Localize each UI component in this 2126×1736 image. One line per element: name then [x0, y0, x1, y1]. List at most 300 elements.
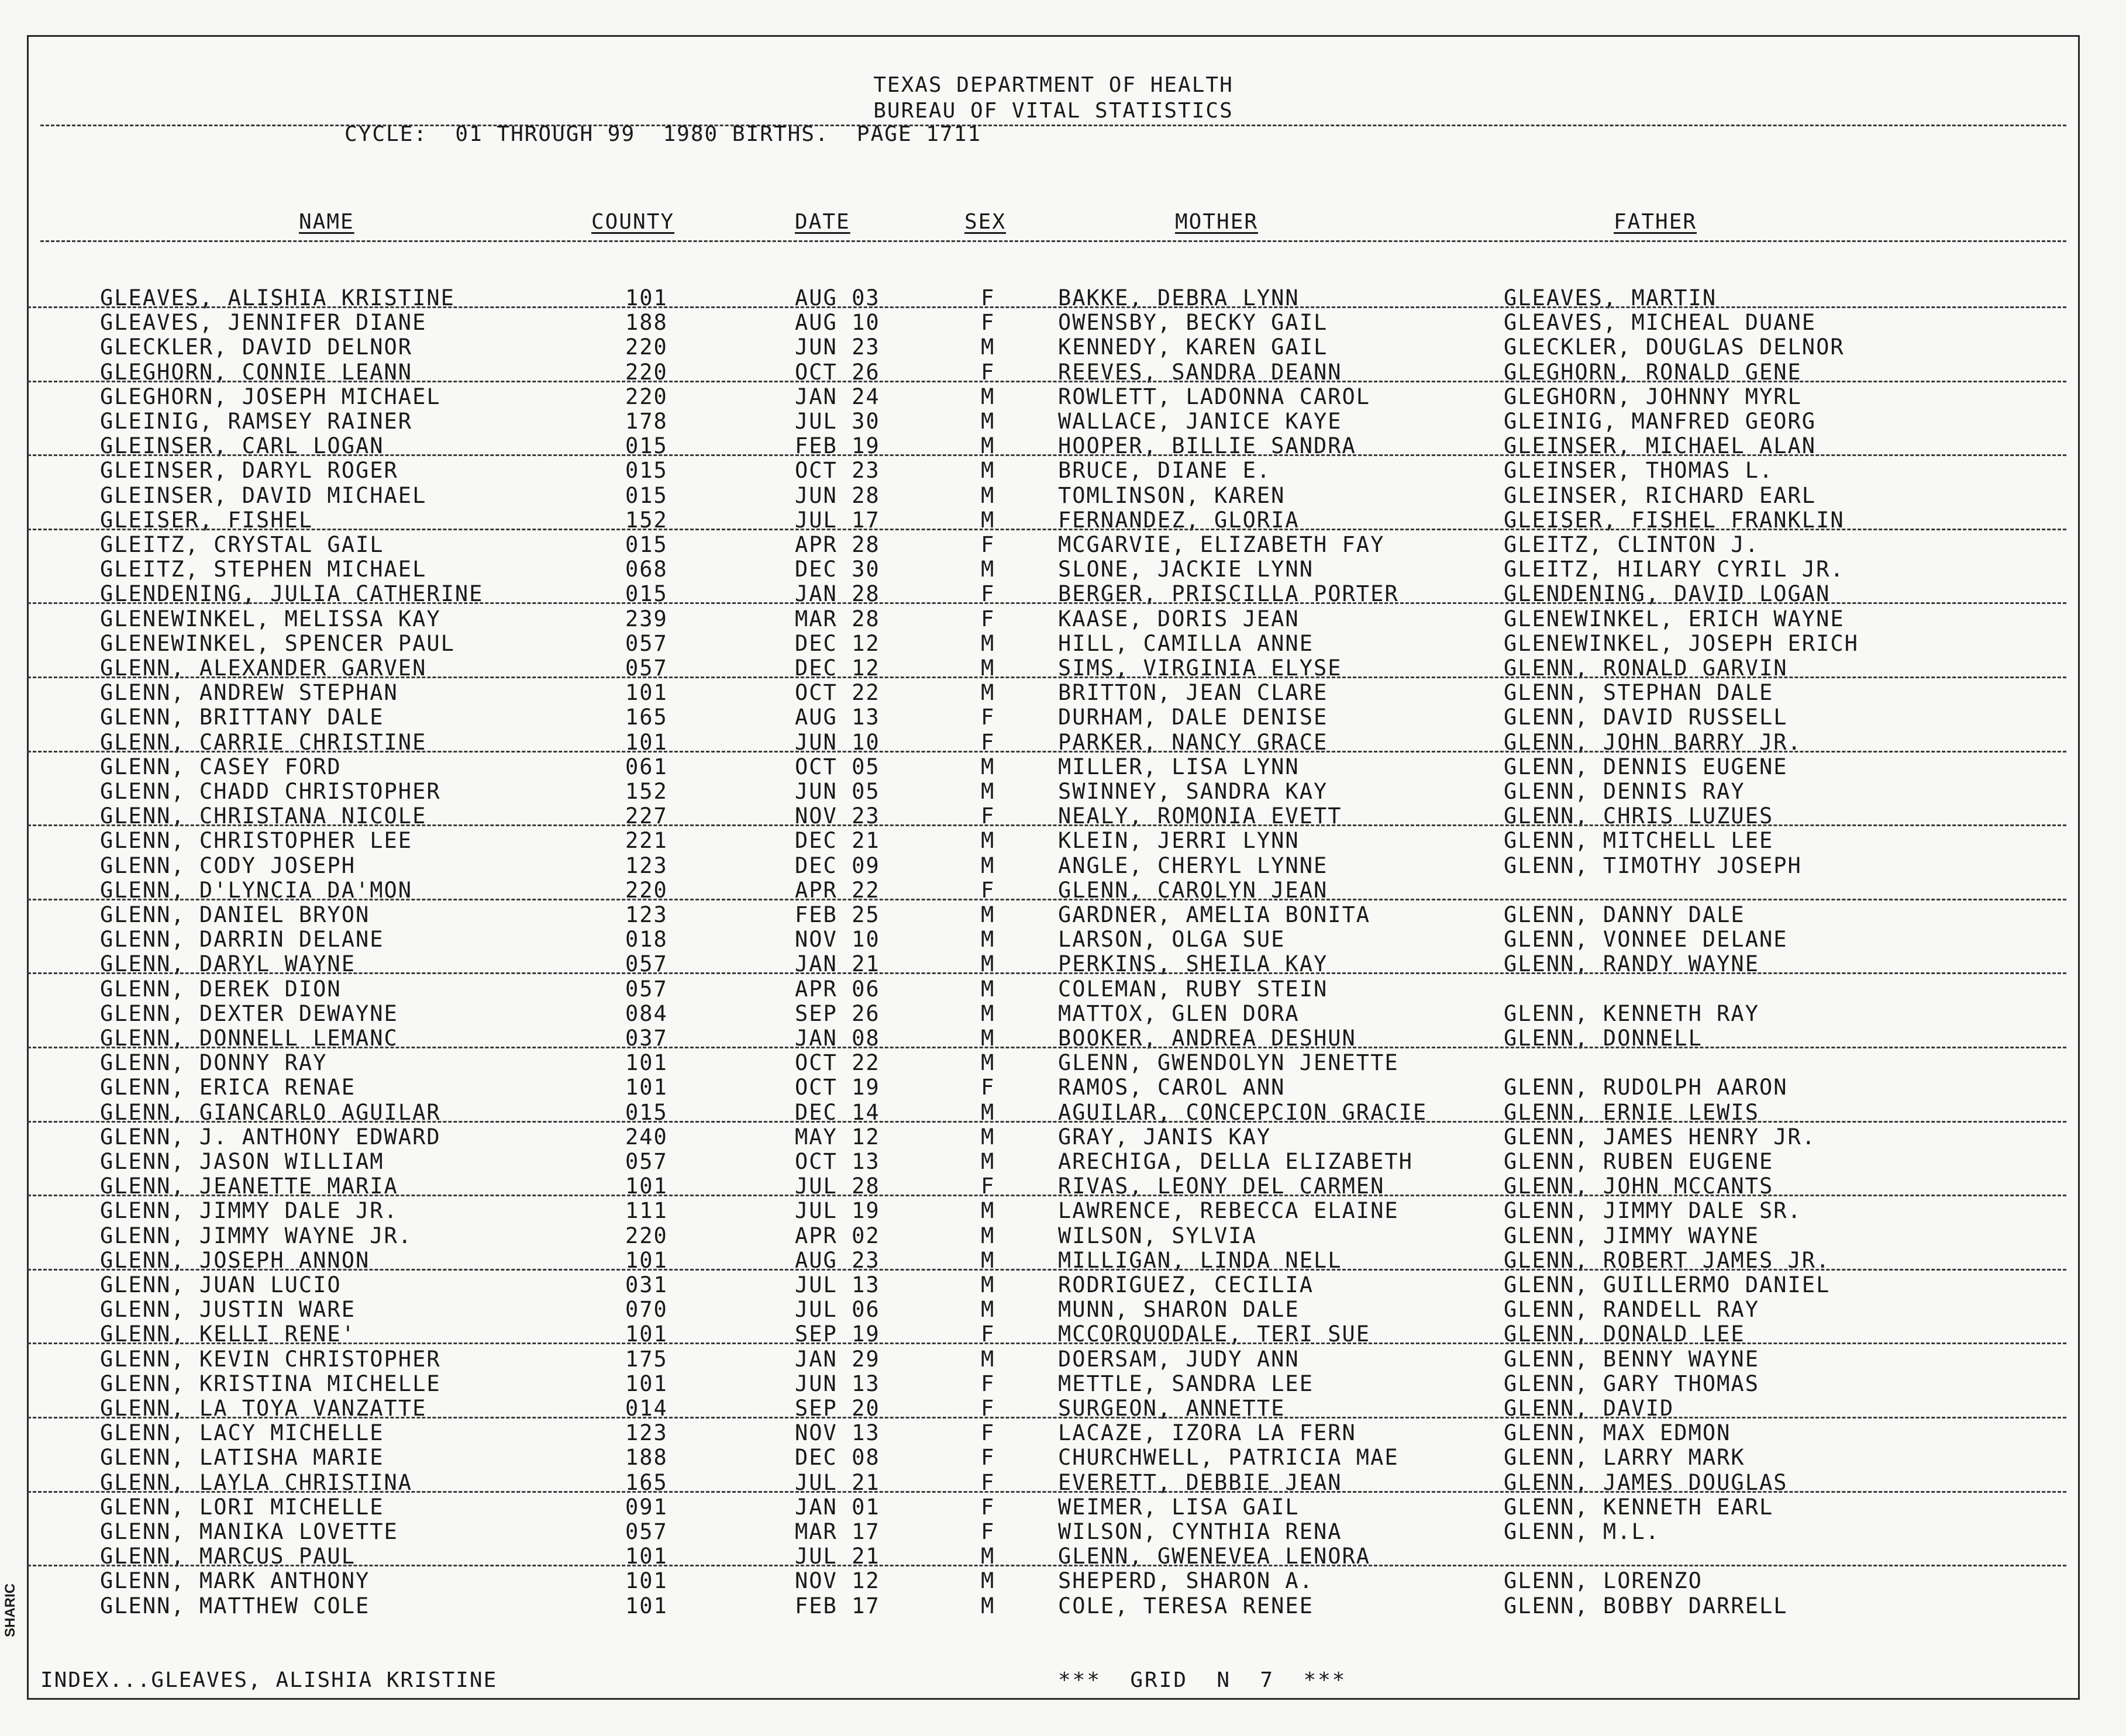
cell-mother: GRAY, JANIS KAY: [1058, 1124, 1272, 1150]
table-row: [29, 754, 2078, 779]
cell-date: APR 02: [795, 1223, 880, 1248]
cell-sex: M: [981, 1124, 995, 1150]
cell-name: GLENN, DARRIN DELANE: [100, 927, 384, 952]
cell-date: AUG 13: [795, 705, 880, 730]
cell-mother: LARSON, OLGA SUE: [1058, 927, 1286, 952]
cell-name: GLEAVES, ALISHIA KRISTINE: [100, 285, 455, 310]
cell-sex: M: [981, 754, 995, 779]
col-header-date: DATE: [795, 210, 850, 234]
cell-father: GLEITZ, HILARY CYRIL JR.: [1504, 557, 1845, 582]
cell-sex: M: [981, 433, 995, 459]
cell-date: NOV 23: [795, 803, 880, 829]
cell-mother: CHURCHWELL, PATRICIA MAE: [1058, 1445, 1399, 1471]
cell-date: JAN 29: [795, 1346, 880, 1372]
side-stamp: SHARIC: [2, 1583, 18, 1637]
table-row: [29, 631, 2078, 655]
cell-name: GLENN, LAYLA CHRISTINA: [100, 1469, 413, 1495]
cell-county: 101: [625, 680, 668, 706]
cell-father: GLENDENING, DAVID LOGAN: [1504, 581, 1831, 607]
cell-sex: M: [981, 482, 995, 508]
cell-sex: M: [981, 1593, 995, 1618]
cell-sex: M: [981, 384, 995, 409]
cell-county: 101: [625, 1075, 668, 1100]
document-page: [27, 35, 2080, 1700]
cell-date: DEC 12: [795, 630, 880, 656]
cell-mother: GLENN, GWENDOLYN JENETTE: [1058, 1050, 1399, 1076]
cell-county: 014: [625, 1396, 668, 1421]
cell-county: 123: [625, 853, 668, 878]
cell-county: 015: [625, 1099, 668, 1125]
column-headers: [29, 210, 2078, 237]
row-rule: [27, 602, 2066, 604]
cell-father: GLENN, KENNETH RAY: [1504, 1000, 1759, 1026]
cell-mother: LAWRENCE, REBECCA ELAINE: [1058, 1198, 1399, 1224]
cell-county: 188: [625, 310, 668, 336]
cell-date: JAN 28: [795, 581, 880, 607]
table-row: [29, 360, 2078, 384]
cell-date: JUL 30: [795, 409, 880, 434]
table-row: [29, 1371, 2078, 1396]
row-rule: [27, 972, 2066, 974]
cell-county: 101: [625, 1544, 668, 1569]
row-rule: [27, 454, 2066, 456]
cell-father: GLENN, LORENZO: [1504, 1568, 1703, 1594]
cell-date: MAR 28: [795, 606, 880, 631]
cell-sex: M: [981, 1346, 995, 1372]
cell-name: GLENN, BRITTANY DALE: [100, 705, 384, 730]
cell-county: 061: [625, 754, 668, 779]
cell-father: GLENN, DONNELL: [1504, 1026, 1703, 1051]
cell-mother: MATTOX, GLEN DORA: [1058, 1000, 1300, 1026]
cell-name: GLENN, DONNELL LEMANC: [100, 1026, 398, 1051]
cell-mother: BRITTON, JEAN CLARE: [1058, 680, 1328, 706]
cell-date: OCT 22: [795, 1050, 880, 1076]
cell-date: DEC 14: [795, 1099, 880, 1125]
cell-county: 037: [625, 1026, 668, 1051]
cell-mother: KLEIN, JERRI LYNN: [1058, 828, 1300, 854]
cell-sex: M: [981, 1198, 995, 1224]
table-row: [29, 310, 2078, 334]
cell-date: SEP 19: [795, 1321, 880, 1347]
cell-father: GLENN, CHRIS LUZUES: [1504, 803, 1774, 829]
table-row: [29, 433, 2078, 458]
col-header-father: FATHER: [1614, 210, 1697, 234]
cell-county: 057: [625, 951, 668, 977]
cell-father: GLENN, DENNIS EUGENE: [1504, 754, 1788, 779]
table-row: [29, 730, 2078, 754]
cell-father: GLENEWINKEL, JOSEPH ERICH: [1504, 630, 1859, 656]
cell-county: 227: [625, 803, 668, 829]
cell-name: GLECKLER, DAVID DELNOR: [100, 334, 413, 360]
cell-county: 101: [625, 1371, 668, 1396]
cell-county: 178: [625, 409, 668, 434]
cell-sex: M: [981, 1099, 995, 1125]
table-row: [29, 1420, 2078, 1445]
cell-sex: F: [981, 1174, 995, 1199]
cell-mother: SHEPERD, SHARON A.: [1058, 1568, 1314, 1594]
cell-county: 101: [625, 729, 668, 755]
cell-mother: OWENSBY, BECKY GAIL: [1058, 310, 1328, 336]
cell-sex: M: [981, 927, 995, 952]
cell-mother: KAASE, DORIS JEAN: [1058, 606, 1300, 631]
row-rule: [27, 529, 2066, 530]
cell-mother: SLONE, JACKIE LYNN: [1058, 557, 1314, 582]
row-rule: [27, 1047, 2066, 1048]
cell-sex: M: [981, 334, 995, 360]
cell-father: GLEAVES, MICHEAL DUANE: [1504, 310, 1817, 336]
table-row: [29, 1519, 2078, 1544]
cell-county: 084: [625, 1000, 668, 1026]
cell-county: 221: [625, 828, 668, 854]
cell-sex: F: [981, 729, 995, 755]
cell-county: 101: [625, 1174, 668, 1199]
cell-sex: M: [981, 1568, 995, 1594]
cell-date: OCT 19: [795, 1075, 880, 1100]
cell-father: GLENN, RUDOLPH AARON: [1504, 1075, 1788, 1100]
cell-mother: GLENN, CAROLYN JEAN: [1058, 877, 1328, 903]
row-rule: [27, 677, 2066, 678]
cell-sex: M: [981, 1000, 995, 1026]
cell-date: OCT 23: [795, 458, 880, 484]
row-rule: [27, 1565, 2066, 1566]
row-rule: [27, 1417, 2066, 1419]
cell-sex: M: [981, 557, 995, 582]
cell-county: 101: [625, 1050, 668, 1076]
table-row: [29, 1075, 2078, 1099]
cell-sex: M: [981, 1297, 995, 1323]
cell-father: GLENN, RUBEN EUGENE: [1504, 1149, 1774, 1174]
cell-mother: GLENN, GWENEVEA LENORA: [1058, 1544, 1371, 1569]
cell-date: FEB 17: [795, 1593, 880, 1618]
cell-name: GLENN, MANIKA LOVETTE: [100, 1519, 398, 1544]
cell-date: FEB 25: [795, 902, 880, 927]
table-row: [29, 581, 2078, 606]
table-row: [29, 1272, 2078, 1297]
cell-county: 165: [625, 705, 668, 730]
cell-mother: PERKINS, SHEILA KAY: [1058, 951, 1328, 977]
cell-date: JUL 28: [795, 1174, 880, 1199]
index-label: INDEX...GLEAVES, ALISHIA KRISTINE: [40, 1668, 498, 1692]
table-row: [29, 1445, 2078, 1469]
cell-county: 220: [625, 359, 668, 385]
bureau-title: BUREAU OF VITAL STATISTICS: [873, 99, 1233, 123]
table-row: [29, 557, 2078, 581]
cell-name: GLENN, JUAN LUCIO: [100, 1272, 342, 1297]
row-rule: [27, 1342, 2066, 1344]
table-row: [29, 606, 2078, 631]
cell-date: DEC 30: [795, 557, 880, 582]
cell-mother: KENNEDY, KAREN GAIL: [1058, 334, 1328, 360]
row-rule: [27, 1491, 2066, 1493]
table-row: [29, 853, 2078, 878]
cell-father: GLEITZ, CLINTON J.: [1504, 532, 1759, 557]
cell-mother: DURHAM, DALE DENISE: [1058, 705, 1328, 730]
cell-name: GLEAVES, JENNIFER DIANE: [100, 310, 427, 336]
cell-name: GLENN, CODY JOSEPH: [100, 853, 356, 878]
cell-name: GLENN, ALEXANDER GARVEN: [100, 655, 427, 681]
table-row: [29, 779, 2078, 803]
table-row: [29, 384, 2078, 409]
cell-mother: AGUILAR, CONCEPCION GRACIE: [1058, 1099, 1428, 1125]
cell-date: DEC 21: [795, 828, 880, 854]
cell-father: GLENN, RANDELL RAY: [1504, 1297, 1759, 1323]
cell-date: MAY 12: [795, 1124, 880, 1150]
table-row: [29, 1149, 2078, 1174]
cell-date: DEC 09: [795, 853, 880, 878]
cell-date: NOV 12: [795, 1568, 880, 1594]
cell-date: JAN 08: [795, 1026, 880, 1051]
cell-date: JUL 06: [795, 1297, 880, 1323]
table-row: [29, 803, 2078, 828]
cell-name: GLENN, DEREK DION: [100, 976, 342, 1002]
cell-name: GLENN, LATISHA MARIE: [100, 1445, 384, 1471]
row-rule: [27, 899, 2066, 900]
cell-county: 175: [625, 1346, 668, 1372]
cell-county: 031: [625, 1272, 668, 1297]
cell-father: GLECKLER, DOUGLAS DELNOR: [1504, 334, 1845, 360]
cell-name: GLENN, JUSTIN WARE: [100, 1297, 356, 1323]
table-row: [29, 1593, 2078, 1618]
cell-date: DEC 08: [795, 1445, 880, 1471]
cell-father: GLENN, BENNY WAYNE: [1504, 1346, 1759, 1372]
table-row: [29, 458, 2078, 482]
cell-name: GLENN, CHADD CHRISTOPHER: [100, 779, 441, 804]
grid-label: *** GRID N 7 ***: [1058, 1668, 1347, 1692]
cell-name: GLENN, KRISTINA MICHELLE: [100, 1371, 441, 1396]
cell-father: GLENN, ERNIE LEWIS: [1504, 1099, 1759, 1125]
table-row: [29, 1050, 2078, 1075]
cell-sex: F: [981, 1420, 995, 1446]
cell-sex: F: [981, 285, 995, 310]
cell-name: GLEINSER, CARL LOGAN: [100, 433, 384, 459]
col-header-sex: SEX: [964, 210, 1007, 234]
cell-name: GLENN, DARYL WAYNE: [100, 951, 356, 977]
cycle-line: CYCLE: 01 THROUGH 99 1980 BIRTHS. PAGE 1711: [344, 122, 981, 146]
cell-sex: M: [981, 458, 995, 484]
cell-name: GLEITZ, STEPHEN MICHAEL: [100, 557, 427, 582]
cell-sex: M: [981, 976, 995, 1002]
cell-sex: M: [981, 1026, 995, 1051]
cell-father: GLEINIG, MANFRED GEORG: [1504, 409, 1817, 434]
cell-name: GLENN, JOSEPH ANNON: [100, 1247, 370, 1273]
cell-father: GLENN, ROBERT JAMES JR.: [1504, 1247, 1831, 1273]
row-rule: [27, 306, 2066, 308]
cell-sex: F: [981, 803, 995, 829]
cell-county: 220: [625, 877, 668, 903]
cell-mother: BERGER, PRISCILLA PORTER: [1058, 581, 1399, 607]
cell-mother: BAKKE, DEBRA LYNN: [1058, 285, 1300, 310]
table-row: [29, 878, 2078, 902]
cell-sex: F: [981, 1396, 995, 1421]
cell-county: 152: [625, 507, 668, 533]
cell-date: JAN 21: [795, 951, 880, 977]
cell-county: 068: [625, 557, 668, 582]
cell-sex: F: [981, 532, 995, 557]
cell-mother: REEVES, SANDRA DEANN: [1058, 359, 1342, 385]
cell-date: AUG 23: [795, 1247, 880, 1273]
cell-sex: F: [981, 1321, 995, 1347]
cell-mother: WALLACE, JANICE KAYE: [1058, 409, 1342, 434]
cell-county: 070: [625, 1297, 668, 1323]
cell-mother: SURGEON, ANNETTE: [1058, 1396, 1286, 1421]
cell-father: GLENN, JAMES DOUGLAS: [1504, 1469, 1788, 1495]
cell-father: GLENN, DAVID: [1504, 1396, 1674, 1421]
cell-county: 057: [625, 1519, 668, 1544]
col-header-county: COUNTY: [591, 210, 675, 234]
cell-father: GLEINSER, MICHAEL ALAN: [1504, 433, 1817, 459]
cell-sex: F: [981, 1469, 995, 1495]
table-row: [29, 1198, 2078, 1223]
row-rule: [27, 1269, 2066, 1271]
cell-mother: FERNANDEZ, GLORIA: [1058, 507, 1300, 533]
cell-mother: DOERSAM, JUDY ANN: [1058, 1346, 1300, 1372]
cell-name: GLENN, MARK ANTHONY: [100, 1568, 370, 1594]
cell-father: GLEINSER, THOMAS L.: [1504, 458, 1774, 484]
cell-county: 152: [625, 779, 668, 804]
table-row: [29, 334, 2078, 359]
cell-date: JUN 10: [795, 729, 880, 755]
cell-father: GLENN, VONNEE DELANE: [1504, 927, 1788, 952]
table-row: [29, 1495, 2078, 1519]
cell-father: GLENEWINKEL, ERICH WAYNE: [1504, 606, 1845, 631]
cell-date: AUG 03: [795, 285, 880, 310]
cell-county: 101: [625, 1568, 668, 1594]
cell-name: GLENN, GIANCARLO AGUILAR: [100, 1099, 441, 1125]
cell-father: GLEAVES, MARTIN: [1504, 285, 1717, 310]
cell-name: GLENN, LORI MICHELLE: [100, 1494, 384, 1520]
cell-name: GLENN, DANIEL BRYON: [100, 902, 370, 927]
cell-name: GLENN, MATTHEW COLE: [100, 1593, 370, 1618]
table-row: [29, 1470, 2078, 1495]
cell-mother: HILL, CAMILLA ANNE: [1058, 630, 1314, 656]
table-row: [29, 655, 2078, 680]
cell-date: APR 28: [795, 532, 880, 557]
cell-sex: F: [981, 1371, 995, 1396]
cell-sex: M: [981, 1050, 995, 1076]
cell-sex: M: [981, 1149, 995, 1174]
cell-name: GLENN, CARRIE CHRISTINE: [100, 729, 427, 755]
cell-name: GLENN, JIMMY WAYNE JR.: [100, 1223, 413, 1248]
cell-mother: LACAZE, IZORA LA FERN: [1058, 1420, 1356, 1446]
table-row: [29, 1248, 2078, 1272]
cell-sex: F: [981, 1519, 995, 1544]
cell-county: 015: [625, 458, 668, 484]
cell-date: AUG 10: [795, 310, 880, 336]
cell-county: 018: [625, 927, 668, 952]
table-row: [29, 951, 2078, 976]
cell-mother: BOOKER, ANDREA DESHUN: [1058, 1026, 1356, 1051]
cell-name: GLENN, ANDREW STEPHAN: [100, 680, 398, 706]
cell-county: 091: [625, 1494, 668, 1520]
cell-county: 015: [625, 532, 668, 557]
cell-father: GLEISER, FISHEL FRANKLIN: [1504, 507, 1845, 533]
cell-father: GLENN, DAVID RUSSELL: [1504, 705, 1788, 730]
table-row: [29, 1124, 2078, 1149]
cell-name: GLENN, JEANETTE MARIA: [100, 1174, 398, 1199]
col-header-mother: MOTHER: [1175, 210, 1259, 234]
cell-sex: F: [981, 581, 995, 607]
cell-county: 015: [625, 482, 668, 508]
cell-sex: F: [981, 606, 995, 631]
cell-father: GLEGHORN, JOHNNY MYRL: [1504, 384, 1802, 409]
cell-county: 101: [625, 1593, 668, 1618]
cell-mother: COLEMAN, RUBY STEIN: [1058, 976, 1328, 1002]
cell-county: 057: [625, 976, 668, 1002]
table-row: [29, 680, 2078, 705]
row-rule: [27, 1121, 2066, 1123]
table-row: [29, 1568, 2078, 1593]
cell-father: GLENN, DONALD LEE: [1504, 1321, 1745, 1347]
cell-sex: M: [981, 409, 995, 434]
cell-father: GLENN, JIMMY DALE SR.: [1504, 1198, 1802, 1224]
cell-sex: M: [981, 902, 995, 927]
cell-sex: M: [981, 828, 995, 854]
cell-mother: RAMOS, CAROL ANN: [1058, 1075, 1286, 1100]
table-row: [29, 927, 2078, 951]
cell-name: GLEITZ, CRYSTAL GAIL: [100, 532, 384, 557]
cell-county: 057: [625, 655, 668, 681]
cell-mother: RODRIGUEZ, CECILIA: [1058, 1272, 1314, 1297]
cell-county: 220: [625, 384, 668, 409]
cell-sex: M: [981, 1247, 995, 1273]
table-row: [29, 1544, 2078, 1568]
cell-date: OCT 05: [795, 754, 880, 779]
cell-name: GLENN, D'LYNCIA DA'MON: [100, 877, 413, 903]
cell-sex: F: [981, 1075, 995, 1100]
table-row: [29, 532, 2078, 557]
cell-name: GLENN, MARCUS PAUL: [100, 1544, 356, 1569]
table-row: [29, 976, 2078, 1001]
row-rule: [27, 824, 2066, 826]
cell-name: GLEGHORN, CONNIE LEANN: [100, 359, 413, 385]
cell-father: GLENN, GARY THOMAS: [1504, 1371, 1759, 1396]
cell-sex: M: [981, 951, 995, 977]
cell-sex: F: [981, 359, 995, 385]
cell-mother: ANGLE, CHERYL LYNNE: [1058, 853, 1328, 878]
cell-name: GLENN, LA TOYA VANZATTE: [100, 1396, 427, 1421]
cell-mother: WILSON, CYNTHIA RENA: [1058, 1519, 1342, 1544]
cell-name: GLENN, DEXTER DEWAYNE: [100, 1000, 398, 1026]
cell-father: GLENN, M.L.: [1504, 1519, 1660, 1544]
cell-mother: SIMS, VIRGINIA ELYSE: [1058, 655, 1342, 681]
cell-name: GLENN, ERICA RENAE: [100, 1075, 356, 1100]
cell-date: APR 22: [795, 877, 880, 903]
cell-date: APR 06: [795, 976, 880, 1002]
cell-name: GLENN, DONNY RAY: [100, 1050, 328, 1076]
cell-mother: MUNN, SHARON DALE: [1058, 1297, 1300, 1323]
cell-date: JUL 13: [795, 1272, 880, 1297]
table-row: [29, 285, 2078, 310]
cell-county: 101: [625, 1321, 668, 1347]
cell-sex: M: [981, 1272, 995, 1297]
cell-father: GLENN, TIMOTHY JOSEPH: [1504, 853, 1802, 878]
cell-mother: ROWLETT, LADONNA CAROL: [1058, 384, 1371, 409]
table-row: [29, 1321, 2078, 1346]
cell-date: JUL 21: [795, 1544, 880, 1569]
cell-name: GLENN, LACY MICHELLE: [100, 1420, 384, 1446]
table-row: [29, 1100, 2078, 1124]
cell-name: GLENN, CHRISTANA NICOLE: [100, 803, 427, 829]
cell-sex: M: [981, 507, 995, 533]
cell-name: GLENN, CHRISTOPHER LEE: [100, 828, 413, 854]
cell-father: GLENN, LARRY MARK: [1504, 1445, 1745, 1471]
col-header-name: NAME: [299, 210, 354, 234]
cell-father: GLENN, MAX EDMON: [1504, 1420, 1731, 1446]
cell-date: OCT 22: [795, 680, 880, 706]
cell-date: FEB 19: [795, 433, 880, 459]
cell-mother: MCCORQUODALE, TERI SUE: [1058, 1321, 1371, 1347]
cell-date: MAR 17: [795, 1519, 880, 1544]
